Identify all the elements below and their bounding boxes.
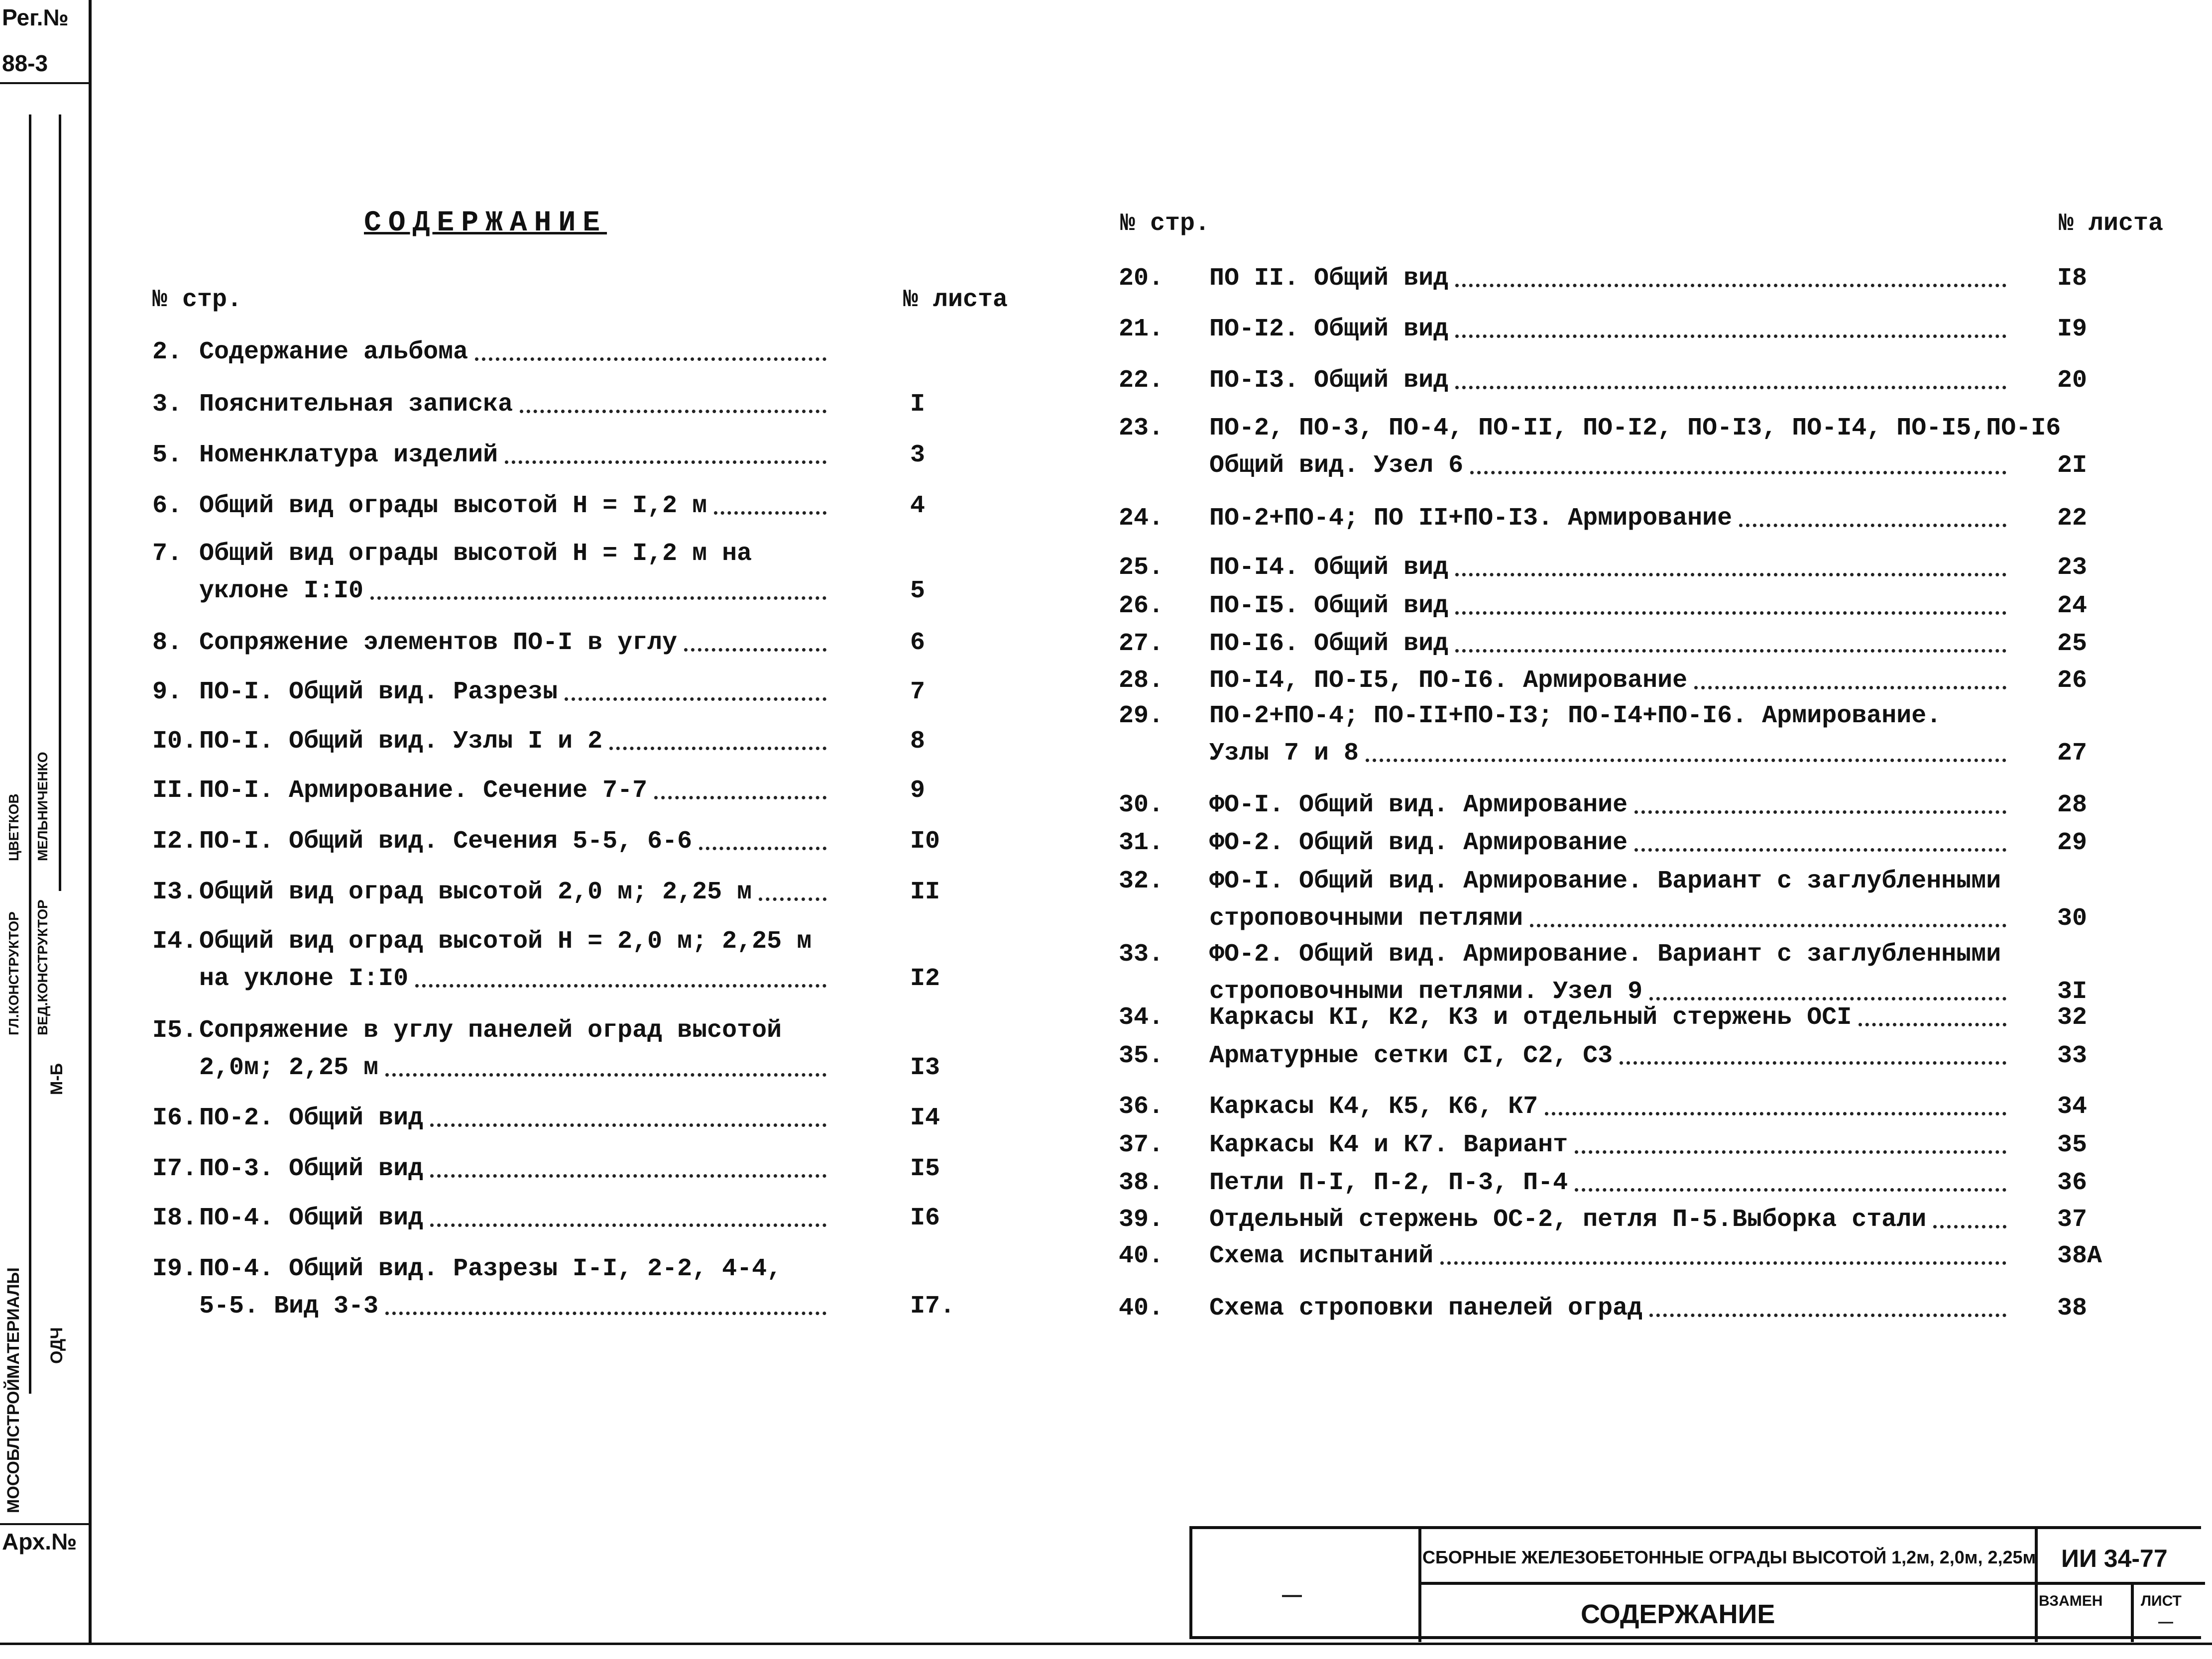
stamp-code: М-Б xyxy=(47,1063,66,1095)
toc-entry-line xyxy=(1209,632,2011,657)
dot-leader xyxy=(1455,386,2006,389)
toc-entry-line xyxy=(199,1018,782,1043)
toc-entry-line xyxy=(199,579,831,604)
toc-sheet-number: 29 xyxy=(2057,829,2088,857)
toc-entry-title: Каркасы К4 и К7. Вариант xyxy=(1209,1131,1568,1159)
toc-entry-title: ПО-I6. Общий вид xyxy=(1209,630,1449,658)
reg-label: Рег.№ xyxy=(2,4,69,30)
toc-sheet-number: 24 xyxy=(2057,592,2088,620)
dot-leader xyxy=(1694,686,2006,689)
toc-page-number: 20. xyxy=(1119,264,1164,293)
toc-sheet-number: I3 xyxy=(910,1054,940,1082)
toc-sheet-number: I9 xyxy=(2057,315,2088,343)
toc-entry-line xyxy=(1209,1133,2011,1158)
dot-leader xyxy=(1634,810,2006,814)
toc-sheet-number: II xyxy=(910,878,940,906)
toc-entry-title: ПО-I4. Общий вид xyxy=(1209,553,1449,582)
toc-entry-title: Сопряжение в углу панелей оград высотой xyxy=(199,1016,782,1045)
dot-leader xyxy=(1545,1112,2006,1115)
toc-entry-title: ПО-I. Общий вид. Разрезы xyxy=(199,678,558,706)
dot-leader xyxy=(430,1223,826,1227)
toc-entry-line xyxy=(199,1056,831,1081)
toc-page-number: I4. xyxy=(152,927,198,956)
toc-entry-line xyxy=(1209,506,2011,531)
toc-sheet-number: 38 xyxy=(2057,1294,2088,1323)
toc-entry-title: 5-5. Вид 3-3 xyxy=(199,1292,379,1321)
toc-entry-line xyxy=(1209,741,2011,766)
toc-page-number: 32. xyxy=(1119,867,1164,895)
dot-leader xyxy=(1649,997,2006,1000)
toc-entry-title: Содержание альбома xyxy=(199,338,468,366)
toc-sheet-number: 38А xyxy=(2057,1242,2102,1270)
lead-name: МЕЛЬНИЧЕНКО xyxy=(35,752,50,861)
toc-entry-title: ФО-I. Общий вид. Армирование xyxy=(1209,791,1628,819)
dot-leader xyxy=(1440,1261,2006,1265)
toc-page-number: 35. xyxy=(1119,1042,1164,1070)
toc-entry-line xyxy=(1209,1208,2011,1232)
toc-entry-line xyxy=(1209,453,2011,478)
toc-entry-title: ФО-2. Общий вид. Армирование. Вариант с заглубленными xyxy=(1209,940,2001,969)
toc-page-number: I6. xyxy=(152,1104,198,1132)
toc-entry-line xyxy=(1209,1095,2011,1119)
toc-sheet-number: 5 xyxy=(910,577,926,605)
toc-entry-title: ПО-3. Общий вид xyxy=(199,1155,424,1183)
toc-page-number: 24. xyxy=(1119,504,1164,533)
toc-page-number: I7. xyxy=(152,1155,198,1183)
toc-entry-line xyxy=(1209,317,2011,342)
right-col-sheet-header: № листа xyxy=(2059,210,2164,238)
toc-entry-line xyxy=(199,443,831,468)
toc-entry-title: ПО-I2. Общий вид xyxy=(1209,315,1449,343)
toc-entry-line xyxy=(1209,704,1941,729)
toc-entry-title: ПО-2, ПО-3, ПО-4, ПО-II, ПО-I2, ПО-I3, ПО-I4, ПО-I5,ПО-I6 xyxy=(1209,414,2061,442)
toc-entry-line xyxy=(199,829,831,854)
toc-sheet-number: 27 xyxy=(2057,739,2088,768)
chief-role: ГЛ.КОНСТРУКТОР xyxy=(6,911,21,1035)
toc-page-number: 6. xyxy=(152,492,183,520)
dot-leader xyxy=(1620,1061,2006,1065)
toc-entry-line xyxy=(199,1294,831,1319)
toc-page-number: 34. xyxy=(1119,1003,1164,1032)
toc-entry-line xyxy=(1209,1244,2011,1269)
toc-entry-title: ФО-2. Общий вид. Армирование xyxy=(1209,829,1628,857)
toc-entry-line xyxy=(1209,906,2011,931)
toc-sheet-number: 9 xyxy=(910,776,926,805)
toc-sheet-number: 25 xyxy=(2057,630,2088,658)
toc-sheet-number: 37 xyxy=(2057,1206,2088,1234)
toc-page-number: 27. xyxy=(1119,630,1164,658)
toc-page-number: I8. xyxy=(152,1204,198,1232)
toc-entry-title: ПО-4. Общий вид xyxy=(199,1204,424,1232)
sheet-title: СОДЕРЖАНИЕ xyxy=(1581,1599,1775,1629)
right-col-page-header: № стр. xyxy=(1120,210,1210,238)
toc-entry-line xyxy=(1209,1296,2011,1321)
toc-entry-title: уклоне I:I0 xyxy=(199,577,364,605)
toc-entry-title: Номенклатура изделий xyxy=(199,441,498,469)
dot-leader xyxy=(1530,924,2006,927)
toc-sheet-number: 35 xyxy=(2057,1131,2088,1159)
toc-page-number: 2. xyxy=(152,338,183,366)
toc-page-number: 40. xyxy=(1119,1242,1164,1270)
toc-entry-title: Общий вид ограды высотой Н = I,2 м xyxy=(199,492,707,520)
toc-entry-title: Общий вид оград высотой Н = 2,0 м; 2,25 м xyxy=(199,927,812,956)
toc-page-number: 26. xyxy=(1119,592,1164,620)
toc-sheet-number: 33 xyxy=(2057,1042,2088,1070)
toc-entry-title: Общий вид. Узел 6 xyxy=(1209,451,1464,480)
dot-leader xyxy=(1455,334,2006,338)
toc-entry-title: ПО-I3. Общий вид xyxy=(1209,366,1449,395)
page-title: СОДЕРЖАНИЕ xyxy=(364,207,607,239)
toc-entry-title: на уклоне I:I0 xyxy=(199,965,409,993)
toc-sheet-number: 32 xyxy=(2057,1003,2088,1032)
toc-entry-title: Общий вид оград высотой 2,0 м; 2,25 м xyxy=(199,878,752,906)
toc-entry-title: ПО II. Общий вид xyxy=(1209,264,1449,293)
toc-sheet-number: 26 xyxy=(2057,666,2088,695)
dot-leader xyxy=(684,648,826,652)
dot-leader xyxy=(609,747,826,750)
toc-entry-line xyxy=(199,967,831,992)
dot-leader xyxy=(1455,611,2006,615)
toc-sheet-number: 30 xyxy=(2057,904,2088,933)
toc-entry-title: ПО-I. Общий вид. Узлы I и 2 xyxy=(199,727,603,756)
dot-leader xyxy=(1739,524,2006,527)
toc-entry-line xyxy=(199,1106,831,1131)
sheet-label: ЛИСТ xyxy=(2141,1593,2182,1609)
dot-leader xyxy=(1649,1314,2006,1317)
toc-page-number: 37. xyxy=(1119,1131,1164,1159)
dot-leader xyxy=(475,357,826,361)
toc-sheet-number: I7. xyxy=(910,1292,955,1321)
title-block xyxy=(1189,1526,2201,1639)
dot-leader xyxy=(654,796,826,799)
toc-entry-title: ПО-2. Общий вид xyxy=(199,1104,424,1132)
toc-entry-line xyxy=(199,1206,831,1231)
toc-sheet-number: 6 xyxy=(910,629,926,657)
toc-page-number: 25. xyxy=(1119,553,1164,582)
dot-leader xyxy=(1933,1225,2006,1228)
toc-page-number: 31. xyxy=(1119,829,1164,857)
left-col-sheet-header: № листа xyxy=(903,286,1008,314)
toc-page-number: 7. xyxy=(152,540,183,568)
toc-entry-title: Схема испытаний xyxy=(1209,1242,1434,1270)
dot-leader xyxy=(505,460,826,464)
toc-entry-title: Пояснительная записка xyxy=(199,390,513,419)
dot-leader xyxy=(370,596,826,600)
toc-sheet-number: 20 xyxy=(2057,366,2088,395)
toc-entry-line xyxy=(1209,793,2011,818)
toc-sheet-number: I5 xyxy=(910,1155,940,1183)
toc-entry-line xyxy=(199,631,831,656)
toc-sheet-number: 3 xyxy=(910,441,926,469)
dot-leader xyxy=(1575,1150,2006,1154)
toc-entry-line xyxy=(1209,942,2001,967)
toc-entry-title: Схема строповки панелей оград xyxy=(1209,1294,1643,1323)
divider xyxy=(59,114,61,891)
toc-sheet-number: 7 xyxy=(910,678,926,706)
dot-leader xyxy=(714,511,826,515)
toc-entry-line xyxy=(199,392,831,417)
toc-sheet-number: 4 xyxy=(910,492,926,520)
document-code: ИИ 34-77 xyxy=(2061,1545,2168,1572)
toc-sheet-number: I xyxy=(910,390,926,419)
toc-entry-title: 2,0м; 2,25 м xyxy=(199,1054,379,1082)
toc-sheet-number: 22 xyxy=(2057,504,2088,533)
toc-entry-title: строповочными петлями. Узел 9 xyxy=(1209,978,1643,1006)
dot-leader xyxy=(1366,759,2006,762)
toc-entry-title: ПО-2+ПО-4; ПО-II+ПО-I3; ПО-I4+ПО-I6. Армирование. xyxy=(1209,702,1942,730)
dept-code: ОДЧ xyxy=(47,1327,66,1364)
replace-label: ВЗАМЕН xyxy=(2039,1593,2103,1609)
toc-entry-title: Каркасы К4, К5, К6, К7 xyxy=(1209,1093,1538,1121)
toc-entry-line xyxy=(1209,594,2011,619)
dot-leader xyxy=(1455,573,2006,576)
dot-leader xyxy=(1455,284,2006,287)
chief-name: ЦВЕТКОВ xyxy=(6,793,21,861)
margin-border xyxy=(89,0,92,1643)
toc-sheet-number: 3I xyxy=(2057,978,2088,1006)
toc-page-number: 39. xyxy=(1119,1206,1164,1234)
lead-role: ВЕД.КОНСТРУКТОР xyxy=(35,899,50,1035)
toc-entry-line xyxy=(1209,555,2011,580)
toc-entry-title: Общий вид ограды высотой Н = I,2 м на xyxy=(199,540,752,568)
toc-entry-line xyxy=(199,1257,782,1282)
toc-entry-line xyxy=(1209,266,2011,291)
toc-page-number: 36. xyxy=(1119,1093,1164,1121)
toc-page-number: 28. xyxy=(1119,666,1164,695)
toc-entry-title: ПО-2+ПО-4; ПО II+ПО-I3. Армирование xyxy=(1209,504,1733,533)
toc-page-number: 21. xyxy=(1119,315,1164,343)
toc-entry-line xyxy=(199,929,812,954)
toc-entry-line xyxy=(199,880,831,905)
toc-page-number: 3. xyxy=(152,390,183,419)
blank-mark: — xyxy=(1282,1584,1302,1606)
toc-page-number: I9. xyxy=(152,1255,198,1283)
toc-entry-line xyxy=(1209,1005,2011,1030)
toc-entry-title: ПО-I. Армирование. Сечение 7-7 xyxy=(199,776,648,805)
dot-leader xyxy=(415,984,826,988)
toc-entry-line xyxy=(1209,831,2011,856)
dot-leader xyxy=(385,1073,826,1077)
toc-page-number: II. xyxy=(152,776,198,805)
dot-leader xyxy=(520,410,826,413)
toc-page-number: I0. xyxy=(152,727,198,756)
dot-leader xyxy=(1634,848,2006,852)
bottom-border xyxy=(0,1643,2212,1645)
dot-leader xyxy=(385,1312,826,1315)
toc-entry-title: ПО-I. Общий вид. Сечения 5-5, 6-6 xyxy=(199,827,693,856)
toc-sheet-number: I0 xyxy=(910,827,940,856)
toc-sheet-number: 34 xyxy=(2057,1093,2088,1121)
toc-entry-line xyxy=(1209,1044,2011,1069)
dot-leader xyxy=(1470,471,2006,474)
dot-leader xyxy=(699,847,826,850)
toc-entry-title: ПО-I5. Общий вид xyxy=(1209,592,1449,620)
toc-sheet-number: I4 xyxy=(910,1104,940,1132)
dot-leader xyxy=(759,897,826,901)
org-name: МОСОБЛСТРОЙМАТЕРИАЛЫ xyxy=(4,1267,23,1513)
dot-leader xyxy=(565,697,826,701)
toc-sheet-number: 28 xyxy=(2057,791,2088,819)
toc-page-number: 40. xyxy=(1119,1294,1164,1323)
toc-page-number: 30. xyxy=(1119,791,1164,819)
sheet-value: — xyxy=(2158,1614,2173,1630)
toc-sheet-number: I6 xyxy=(910,1204,940,1232)
toc-entry-line xyxy=(199,542,752,566)
toc-sheet-number: 23 xyxy=(2057,553,2088,582)
dot-leader xyxy=(1575,1188,2006,1192)
reg-number: 88-3 xyxy=(2,50,48,76)
toc-sheet-number: 2I xyxy=(2057,451,2088,480)
project-title: СБОРНЫЕ ЖЕЛЕЗОБЕТОННЫЕ ОГРАДЫ ВЫСОТОЙ 1,2м, 2,0м, 2,25м xyxy=(1422,1547,2036,1567)
toc-page-number: I3. xyxy=(152,878,198,906)
toc-entry-line xyxy=(199,494,831,519)
divider xyxy=(29,114,31,1394)
toc-entry-line xyxy=(199,680,831,705)
dot-leader xyxy=(430,1123,826,1127)
toc-page-number: I2. xyxy=(152,827,198,856)
toc-entry-line xyxy=(199,340,831,365)
toc-page-number: 5. xyxy=(152,441,183,469)
toc-page-number: 9. xyxy=(152,678,183,706)
toc-entry-line xyxy=(199,1157,831,1182)
toc-entry-title: Арматурные сетки СI, С2, С3 xyxy=(1209,1042,1613,1070)
toc-entry-title: строповочными петлями xyxy=(1209,904,1523,933)
toc-page-number: 22. xyxy=(1119,366,1164,395)
divider xyxy=(0,82,89,84)
toc-sheet-number: I8 xyxy=(2057,264,2088,293)
toc-entry-title: Сопряжение элементов ПО-I в углу xyxy=(199,629,678,657)
dot-leader xyxy=(1859,1023,2006,1026)
toc-page-number: 8. xyxy=(152,629,183,657)
dot-leader xyxy=(1455,649,2006,653)
toc-entry-title: Узлы 7 и 8 xyxy=(1209,739,1359,768)
toc-entry-title: ПО-I4, ПО-I5, ПО-I6. Армирование xyxy=(1209,666,1688,695)
toc-entry-line xyxy=(1209,668,2011,693)
toc-entry-line xyxy=(1209,1171,2011,1196)
toc-entry-line xyxy=(1209,869,2001,894)
toc-entry-title: ФО-I. Общий вид. Армирование. Вариант с заглубленными xyxy=(1209,867,2001,895)
divider xyxy=(0,1523,89,1525)
toc-sheet-number: 36 xyxy=(2057,1169,2088,1197)
toc-page-number: 23. xyxy=(1119,414,1164,442)
toc-entry-title: Петли П-I, П-2, П-3, П-4 xyxy=(1209,1169,1568,1197)
dot-leader xyxy=(430,1174,826,1178)
toc-entry-title: Каркасы КI, К2, К3 и отдельный стержень ОСI xyxy=(1209,1003,1852,1032)
arch-label: Арх.№ xyxy=(2,1529,77,1554)
toc-page-number: 29. xyxy=(1119,702,1164,730)
toc-entry-title: Отдельный стержень ОС-2, петля П-5.Выборка стали xyxy=(1209,1206,1927,1234)
toc-page-number: 33. xyxy=(1119,940,1164,969)
toc-page-number: 38. xyxy=(1119,1169,1164,1197)
toc-entry-line xyxy=(199,778,831,803)
left-col-page-header: № стр. xyxy=(152,286,242,314)
toc-entry-line xyxy=(1209,368,2011,393)
toc-sheet-number: 8 xyxy=(910,727,926,756)
toc-entry-line xyxy=(199,729,831,754)
toc-entry-title: ПО-4. Общий вид. Разрезы I-I, 2-2, 4-4, xyxy=(199,1255,782,1283)
toc-entry-line xyxy=(1209,416,2061,441)
toc-page-number: I5. xyxy=(152,1016,198,1045)
toc-sheet-number: I2 xyxy=(910,965,940,993)
toc-entry-line xyxy=(1209,980,2011,1004)
